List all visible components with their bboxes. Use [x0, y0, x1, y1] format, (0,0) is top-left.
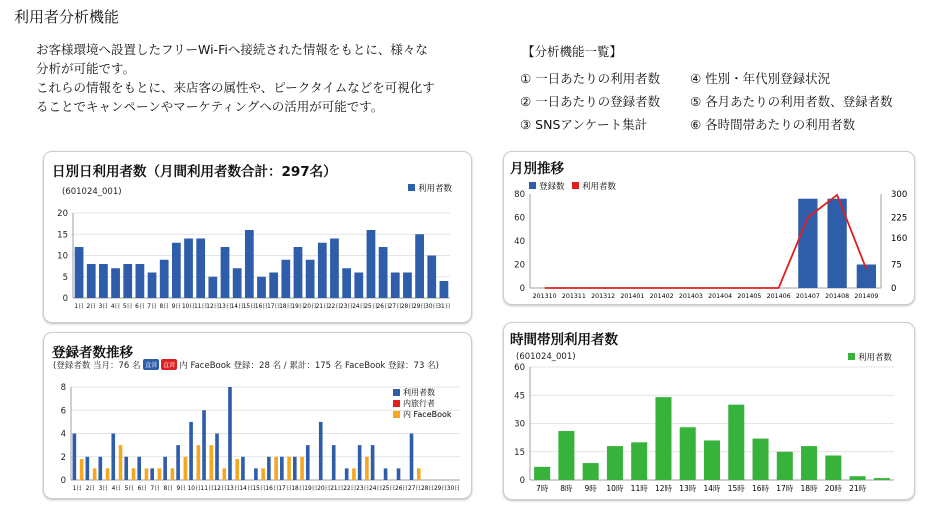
x-tick-label: 201408	[825, 293, 850, 300]
legend-label: 利用者数	[418, 184, 453, 194]
x-tick-label: 12日	[206, 304, 220, 310]
x-tick-label: 6日	[135, 304, 145, 310]
registration-bar	[332, 445, 336, 480]
daily-bar	[75, 247, 84, 298]
intro-line: ることでキャンペーンやマーケティングへの活用が可能です。	[36, 99, 384, 114]
x-tick-label: 20日	[317, 486, 331, 492]
x-tick-label: 20日	[303, 304, 317, 310]
x-tick-label: 27日	[408, 486, 422, 492]
hourly-bar	[655, 397, 671, 480]
y-tick-label: 8	[60, 383, 66, 393]
registration-bar	[150, 468, 154, 480]
y-tick-label: 4	[60, 429, 66, 440]
x-tick-label: 7日	[147, 304, 157, 310]
x-tick-label: 18日	[279, 304, 293, 310]
x-tick-label: 3日	[98, 304, 109, 310]
y-tick-label: 80	[514, 190, 525, 200]
hourly-bar	[850, 476, 866, 480]
x-tick-label: 8時	[560, 484, 573, 493]
x-tick-label: 201310	[532, 293, 557, 300]
x-tick-label: 13日	[226, 486, 240, 492]
hourly-title: 時間帯別利用者数	[510, 332, 618, 348]
feature-item: ③ SNSアンケート集計	[520, 117, 648, 132]
x-tick-label: 11日	[194, 304, 208, 310]
x-tick-label: 24日	[369, 486, 383, 492]
feature-item: ② 一日あたりの登録者数	[520, 94, 661, 109]
x-tick-label: 9日	[171, 304, 182, 310]
x-tick-label: 201405	[737, 293, 762, 300]
x-tick-label: 201311	[561, 293, 586, 300]
monthly-chart	[503, 151, 913, 303]
hourly-bar	[680, 427, 696, 480]
registration-bar	[228, 387, 232, 480]
daily-bar	[172, 243, 181, 298]
hourly-bar	[631, 442, 647, 480]
x-tick-label: 21時	[849, 484, 867, 493]
x-tick-label: 2日	[86, 304, 96, 310]
x-tick-label: 20時	[824, 484, 842, 493]
registration-bar	[280, 457, 284, 480]
x-tick-label: 13日	[218, 304, 232, 310]
registration-bar	[215, 434, 219, 481]
daily-bar	[221, 247, 230, 298]
daily-bar	[440, 281, 449, 298]
x-tick-label: 16時	[752, 484, 770, 493]
x-tick-label: 11日	[200, 486, 214, 492]
daily-bar	[427, 256, 436, 299]
x-tick-label: 15日	[252, 486, 266, 492]
y-tick-label: 20	[514, 260, 525, 271]
x-tick-label: 201409	[854, 293, 879, 300]
badge-blue: 直営	[143, 359, 159, 370]
intro-line: お客様環境へ設置したフリーWi-Fiへ接続された情報をもとに、様々な	[36, 42, 428, 57]
x-tick-label: 16日	[265, 486, 279, 492]
x-tick-label: 1日	[74, 304, 84, 310]
daily-bar	[318, 243, 327, 298]
daily-bar	[367, 230, 376, 298]
registration-bar	[86, 457, 90, 480]
x-tick-label: 16日	[254, 304, 269, 310]
registration-bar	[267, 457, 271, 480]
x-tick-label: 11時	[630, 484, 648, 493]
legend-swatch	[408, 184, 415, 191]
feature-item: ⑥ 各時間帯あたりの利用者数	[690, 117, 856, 132]
x-tick-label: 201402	[649, 293, 674, 300]
legend-label: 登録数	[539, 182, 565, 192]
registration-bar	[287, 457, 291, 480]
y-tick-label: 5	[62, 272, 68, 283]
registration-bar	[197, 445, 201, 480]
legend-label: 利用者数	[403, 388, 435, 397]
x-tick-label: 201406	[766, 293, 791, 300]
hourly-bar	[534, 467, 550, 480]
x-tick-label: 18日	[291, 486, 305, 492]
registration-bar	[345, 468, 349, 480]
summary-suffix: 内 FaceBook 登録：28 名 / 累計：175 名 FaceBook 登録：73 名)	[179, 361, 439, 371]
registration-bar	[358, 445, 362, 480]
x-tick-label: 30日	[446, 486, 461, 492]
x-tick-label: 4日	[111, 486, 122, 492]
legend-swatch	[393, 389, 400, 396]
x-tick-label: 28日	[420, 486, 435, 492]
daily-bar	[403, 273, 412, 299]
x-tick-label: 8日	[163, 486, 173, 492]
x-tick-label: 5日	[122, 304, 133, 310]
x-tick-label: 9時	[584, 484, 597, 493]
registration-bar	[222, 468, 226, 480]
registration-bar	[352, 468, 356, 480]
hourly-bar	[777, 452, 793, 480]
badge-red: 直営	[161, 359, 177, 370]
x-tick-label: 19日	[291, 304, 305, 310]
y-tick-label: 60	[514, 213, 525, 224]
x-tick-label: 26日	[376, 304, 390, 310]
intro-line: これらの情報をもとに、来店客の属性や、ピークタイムなどを可視化す	[36, 80, 435, 95]
registration-bar	[119, 445, 123, 480]
registration-bar	[106, 468, 110, 480]
x-tick-label: 22日	[343, 486, 357, 492]
x-tick-label: 30日	[425, 304, 439, 310]
daily-bar	[87, 264, 96, 298]
registration-bar	[254, 468, 258, 480]
x-tick-label: 6日	[137, 486, 148, 492]
daily-users-code: (601024_001)	[62, 187, 122, 197]
intro-line: 分析が可能です。	[36, 61, 136, 76]
x-tick-label: 18時	[800, 484, 818, 493]
legend-label: 利用者数	[858, 353, 893, 363]
daily-bar	[354, 273, 363, 299]
registration-bar	[241, 457, 245, 480]
daily-bar	[281, 260, 290, 298]
registrations-chart	[43, 332, 470, 497]
hourly-bar	[825, 456, 841, 480]
registration-bar	[397, 468, 401, 480]
x-tick-label: 1日	[72, 486, 83, 492]
x-tick-label: 29日	[413, 304, 427, 310]
daily-bar	[99, 264, 108, 298]
daily-bar	[148, 273, 157, 299]
feature-item: ④ 性別・年代別登録状況	[690, 71, 831, 86]
daily-users-chart	[43, 151, 470, 321]
registration-bar	[158, 468, 162, 480]
x-tick-label: 25日	[382, 486, 396, 492]
daily-bar	[294, 247, 303, 298]
registration-bar	[410, 434, 414, 481]
intro-text	[36, 40, 486, 116]
registrations-title: 登録者数推移	[52, 345, 133, 361]
x-tick-label: 25日	[364, 304, 378, 310]
y-tick-label: 15	[57, 230, 68, 241]
x-tick-label: 19日	[304, 486, 318, 492]
x-tick-label: 10時	[606, 484, 624, 493]
x-tick-label: 10日	[187, 486, 201, 492]
x-tick-label: 23日	[340, 304, 354, 310]
y2-tick-label: 0	[891, 284, 897, 294]
x-tick-label: 17日	[267, 304, 281, 310]
daily-bar	[196, 239, 205, 299]
daily-bar	[233, 268, 242, 298]
daily-bar	[136, 264, 145, 298]
x-tick-label: 23日	[356, 486, 370, 492]
page-title: 利用者分析機能	[14, 8, 120, 26]
registration-bar	[319, 422, 323, 480]
x-tick-label: 12日	[213, 486, 227, 492]
feature-item: ① 一日あたりの利用者数	[520, 71, 661, 86]
hourly-code: (601024_001)	[516, 352, 576, 362]
x-tick-label: 201407	[795, 293, 820, 300]
registration-bar	[184, 457, 188, 480]
y-tick-label: 20	[57, 209, 68, 219]
legend-label: 内 FaceBook	[403, 410, 452, 419]
registration-bar	[111, 434, 115, 481]
registration-bar	[137, 457, 141, 480]
daily-bar	[123, 264, 132, 298]
registration-bar	[176, 445, 180, 480]
registration-bar	[384, 468, 388, 480]
y-tick-label: 0	[60, 476, 66, 486]
registration-bar	[274, 457, 278, 480]
x-tick-label: 29日	[433, 486, 448, 492]
legend-label: 内旅行者	[403, 399, 435, 408]
registration-bar	[371, 445, 375, 480]
y-tick-label: 30	[514, 419, 525, 430]
y2-tick-label: 75	[891, 260, 902, 271]
x-tick-label: 14日	[230, 304, 244, 310]
registration-bar	[132, 468, 136, 480]
y-tick-label: 45	[514, 391, 525, 402]
hourly-bar	[753, 439, 769, 480]
hourly-bar	[607, 446, 623, 480]
registration-bar	[80, 459, 84, 480]
registration-bar	[261, 468, 265, 480]
daily-users-title: 日別日利用者数（月間利用者数合計：297名）	[52, 164, 337, 180]
registration-bar	[209, 445, 213, 480]
y-tick-label: 0	[519, 284, 525, 294]
x-tick-label: 8日	[159, 304, 169, 310]
registration-bar	[189, 422, 193, 480]
legend-swatch	[848, 353, 855, 360]
y-tick-label: 15	[514, 447, 525, 458]
x-tick-label: 4日	[110, 304, 121, 310]
registration-bar	[293, 457, 297, 480]
legend-swatch	[393, 400, 400, 407]
y-tick-label: 10	[57, 251, 68, 262]
daily-bar	[160, 260, 169, 298]
registration-bar	[98, 457, 102, 480]
x-tick-label: 21日	[315, 304, 329, 310]
hourly-bar	[704, 440, 720, 480]
hourly-bar	[558, 431, 574, 480]
registration-bar	[235, 459, 239, 480]
daily-bar	[208, 277, 217, 298]
registration-bar	[171, 468, 175, 480]
registration-bar	[365, 457, 369, 480]
daily-bar	[269, 273, 278, 299]
hourly-bar	[801, 446, 817, 480]
x-tick-label: 21日	[330, 486, 344, 492]
legend-swatch	[572, 182, 579, 189]
y2-tick-label: 160	[891, 233, 908, 244]
users-line	[545, 195, 867, 288]
registration-bar	[73, 434, 77, 481]
x-tick-label: 27日	[388, 304, 402, 310]
registration-bar	[163, 457, 167, 480]
x-tick-label: 17日	[278, 486, 292, 492]
y-tick-label: 40	[514, 237, 525, 247]
y-tick-label: 0	[62, 294, 68, 304]
daily-bar	[184, 239, 193, 299]
x-tick-label: 22日	[327, 304, 342, 310]
y2-tick-label: 225	[891, 213, 908, 224]
x-tick-label: 24日	[352, 304, 366, 310]
x-tick-label: 15時	[727, 484, 745, 493]
legend-label: 利用者数	[582, 182, 617, 192]
registration-bar	[417, 468, 421, 480]
feature-item: ⑤ 各月あたりの利用者数、登録者数	[690, 94, 893, 109]
x-tick-label: 17時	[776, 484, 794, 493]
daily-bar	[342, 268, 351, 298]
x-tick-label: 10日	[181, 304, 196, 310]
x-tick-label: 201404	[708, 293, 733, 300]
x-tick-label: 13時	[679, 484, 697, 493]
legend-swatch	[393, 411, 400, 418]
daily-bar	[391, 273, 400, 299]
registration-bar	[93, 468, 97, 480]
hourly-bar	[728, 405, 744, 480]
y-tick-label: 60	[514, 363, 525, 373]
x-tick-label: 201312	[591, 293, 616, 300]
hourly-bar	[583, 463, 599, 480]
hourly-chart	[503, 322, 913, 498]
x-tick-label: 5日	[124, 486, 135, 492]
x-tick-label: 201403	[678, 293, 703, 300]
x-tick-label: 7時	[535, 484, 549, 493]
daily-bar	[330, 239, 339, 299]
legend-swatch	[529, 182, 536, 189]
x-tick-label: 14日	[239, 486, 253, 492]
x-tick-label: 201401	[620, 293, 645, 300]
y-tick-label: 0	[519, 476, 525, 486]
x-tick-label: 15日	[242, 304, 256, 310]
daily-bar	[257, 277, 266, 298]
y2-tick-label: 300	[891, 190, 908, 200]
y-tick-label: 2	[60, 452, 66, 463]
x-tick-label: 2日	[85, 486, 96, 492]
x-tick-label: 12時	[654, 484, 672, 493]
x-tick-label: 31日	[437, 304, 451, 310]
summary-prefix: (登録者数 当月：76 名	[53, 361, 141, 371]
hourly-bar	[874, 478, 890, 480]
daily-bar	[415, 234, 424, 298]
monthly-title: 月別推移	[510, 161, 564, 177]
x-tick-label: 3日	[98, 486, 109, 492]
daily-bar	[306, 260, 315, 298]
x-tick-label: 28日	[400, 304, 415, 310]
daily-bar	[379, 247, 388, 298]
daily-bar	[245, 230, 254, 298]
x-tick-label: 7日	[150, 486, 161, 492]
x-tick-label: 26日	[395, 486, 409, 492]
registration-bar	[306, 445, 310, 480]
registration-bar	[145, 468, 149, 480]
daily-bar	[111, 268, 120, 298]
registration-bar	[300, 457, 304, 480]
y-tick-label: 6	[60, 406, 66, 417]
registration-bar	[124, 457, 128, 480]
registration-bar	[202, 410, 206, 480]
x-tick-label: 14時	[703, 484, 721, 493]
features-heading: 【分析機能一覧】	[522, 44, 623, 59]
x-tick-label: 9日	[176, 486, 186, 492]
